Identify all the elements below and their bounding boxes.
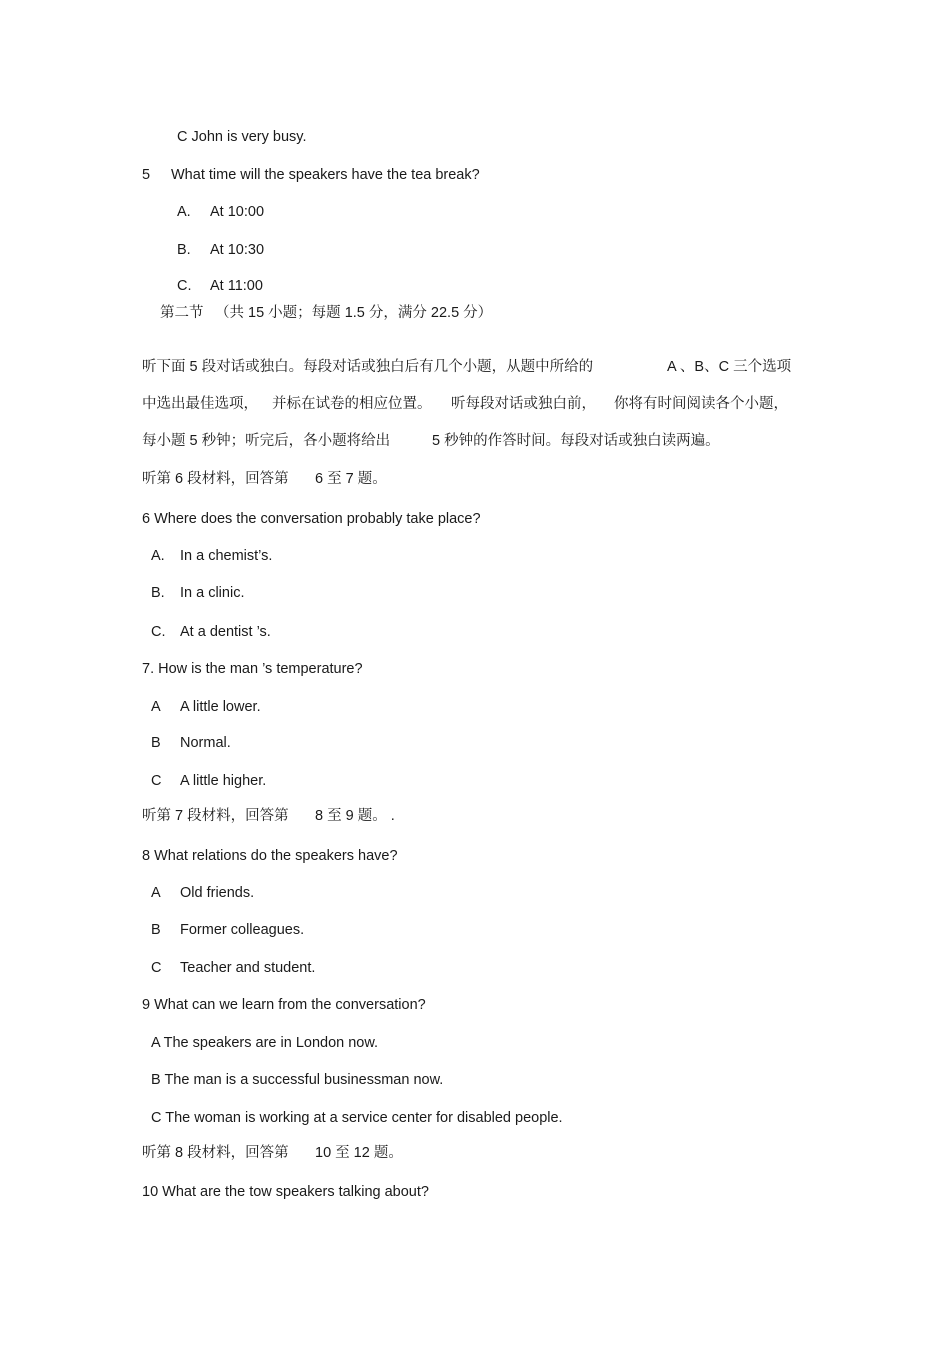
section2-instruction-3b: 5 秒钟的作答时间。每段对话或独白读两遍。: [432, 433, 720, 449]
q6-option-a-text: In a chemist’s.: [180, 548, 273, 564]
q5-option-b-text: At 10:30: [210, 242, 265, 258]
q9-question: 9 What can we learn from the conversation?: [142, 997, 426, 1013]
q5-option-b-label: B.: [177, 242, 191, 258]
q8-option-a-label: A: [151, 885, 161, 901]
q6-option-a-label: A.: [151, 548, 165, 564]
section2-instruction-2b: 并标在试卷的相应位置。: [272, 396, 432, 412]
q5-option-c-label: C.: [177, 278, 192, 294]
passage6-intro-range: 6 至 7 题。: [315, 471, 387, 487]
passage8-intro-range: 10 至 12 题。: [315, 1145, 403, 1161]
q8-option-c-text: Teacher and student.: [180, 960, 316, 976]
q7-option-c-text: A little higher.: [180, 773, 267, 789]
q5-number: 5: [142, 167, 151, 183]
passage8-intro: 听第 8 段材料，回答第: [142, 1145, 289, 1161]
section2-header: 第二节: [160, 305, 204, 321]
section2-instruction-3a: 每小题 5 秒钟；听完后，各小题将给出: [142, 433, 391, 449]
section2-instruction-2c: 听每段对话或独白前，: [451, 396, 596, 412]
q5-option-c-text: At 11:00: [210, 278, 263, 294]
q7-option-a-text: A little lower.: [180, 699, 261, 715]
q8-option-b-text: Former colleagues.: [180, 922, 305, 938]
q5-question: What time will the speakers have the tea break?: [171, 167, 480, 183]
q7-option-b-label: B: [151, 735, 161, 751]
q7-question: 7. How is the man ’s temperature?: [142, 661, 363, 677]
q7-option-a-label: A: [151, 699, 161, 715]
passage7-intro-range: 8 至 9 题。 .: [315, 808, 395, 824]
q6-question: 6 Where does the conversation probably take place?: [142, 511, 481, 527]
q5-option-a-text: At 10:00: [210, 204, 265, 220]
q8-option-b-label: B: [151, 922, 161, 938]
q9-option-a: A The speakers are in London now.: [151, 1035, 379, 1051]
section2-instruction-1b: A 、B、C 三个选项: [667, 359, 792, 375]
section2-instruction-1a: 听下面 5 段对话或独白。每段对话或独白后有几个小题，从题中所给的: [142, 359, 594, 375]
q9-option-b: B The man is a successful businessman now.: [151, 1072, 444, 1088]
q6-option-b-label: B.: [151, 585, 165, 601]
q4-option-c: C John is very busy.: [177, 129, 307, 145]
q8-option-c-label: C: [151, 960, 162, 976]
q5-option-a-label: A.: [177, 204, 191, 220]
q6-option-c-label: C.: [151, 624, 166, 640]
q8-option-a-text: Old friends.: [180, 885, 255, 901]
q6-option-b-text: In a clinic.: [180, 585, 245, 601]
q7-option-b-text: Normal.: [180, 735, 231, 751]
q10-question: 10 What are the tow speakers talking about?: [142, 1184, 429, 1200]
section2-header-detail: （共 15 小题；每题 1.5 分，满分 22.5 分）: [215, 305, 493, 321]
passage7-intro: 听第 7 段材料，回答第: [142, 808, 289, 824]
q8-question: 8 What relations do the speakers have?: [142, 848, 398, 864]
passage6-intro: 听第 6 段材料，回答第: [142, 471, 289, 487]
section2-instruction-2d: 你将有时间阅读各个小题，: [614, 396, 788, 412]
q9-option-c: C The woman is working at a service center for disabled people.: [151, 1110, 563, 1126]
q7-option-c-label: C: [151, 773, 162, 789]
section2-instruction-2a: 中选出最佳选项，: [142, 396, 258, 412]
q6-option-c-text: At a dentist ’s.: [180, 624, 271, 640]
